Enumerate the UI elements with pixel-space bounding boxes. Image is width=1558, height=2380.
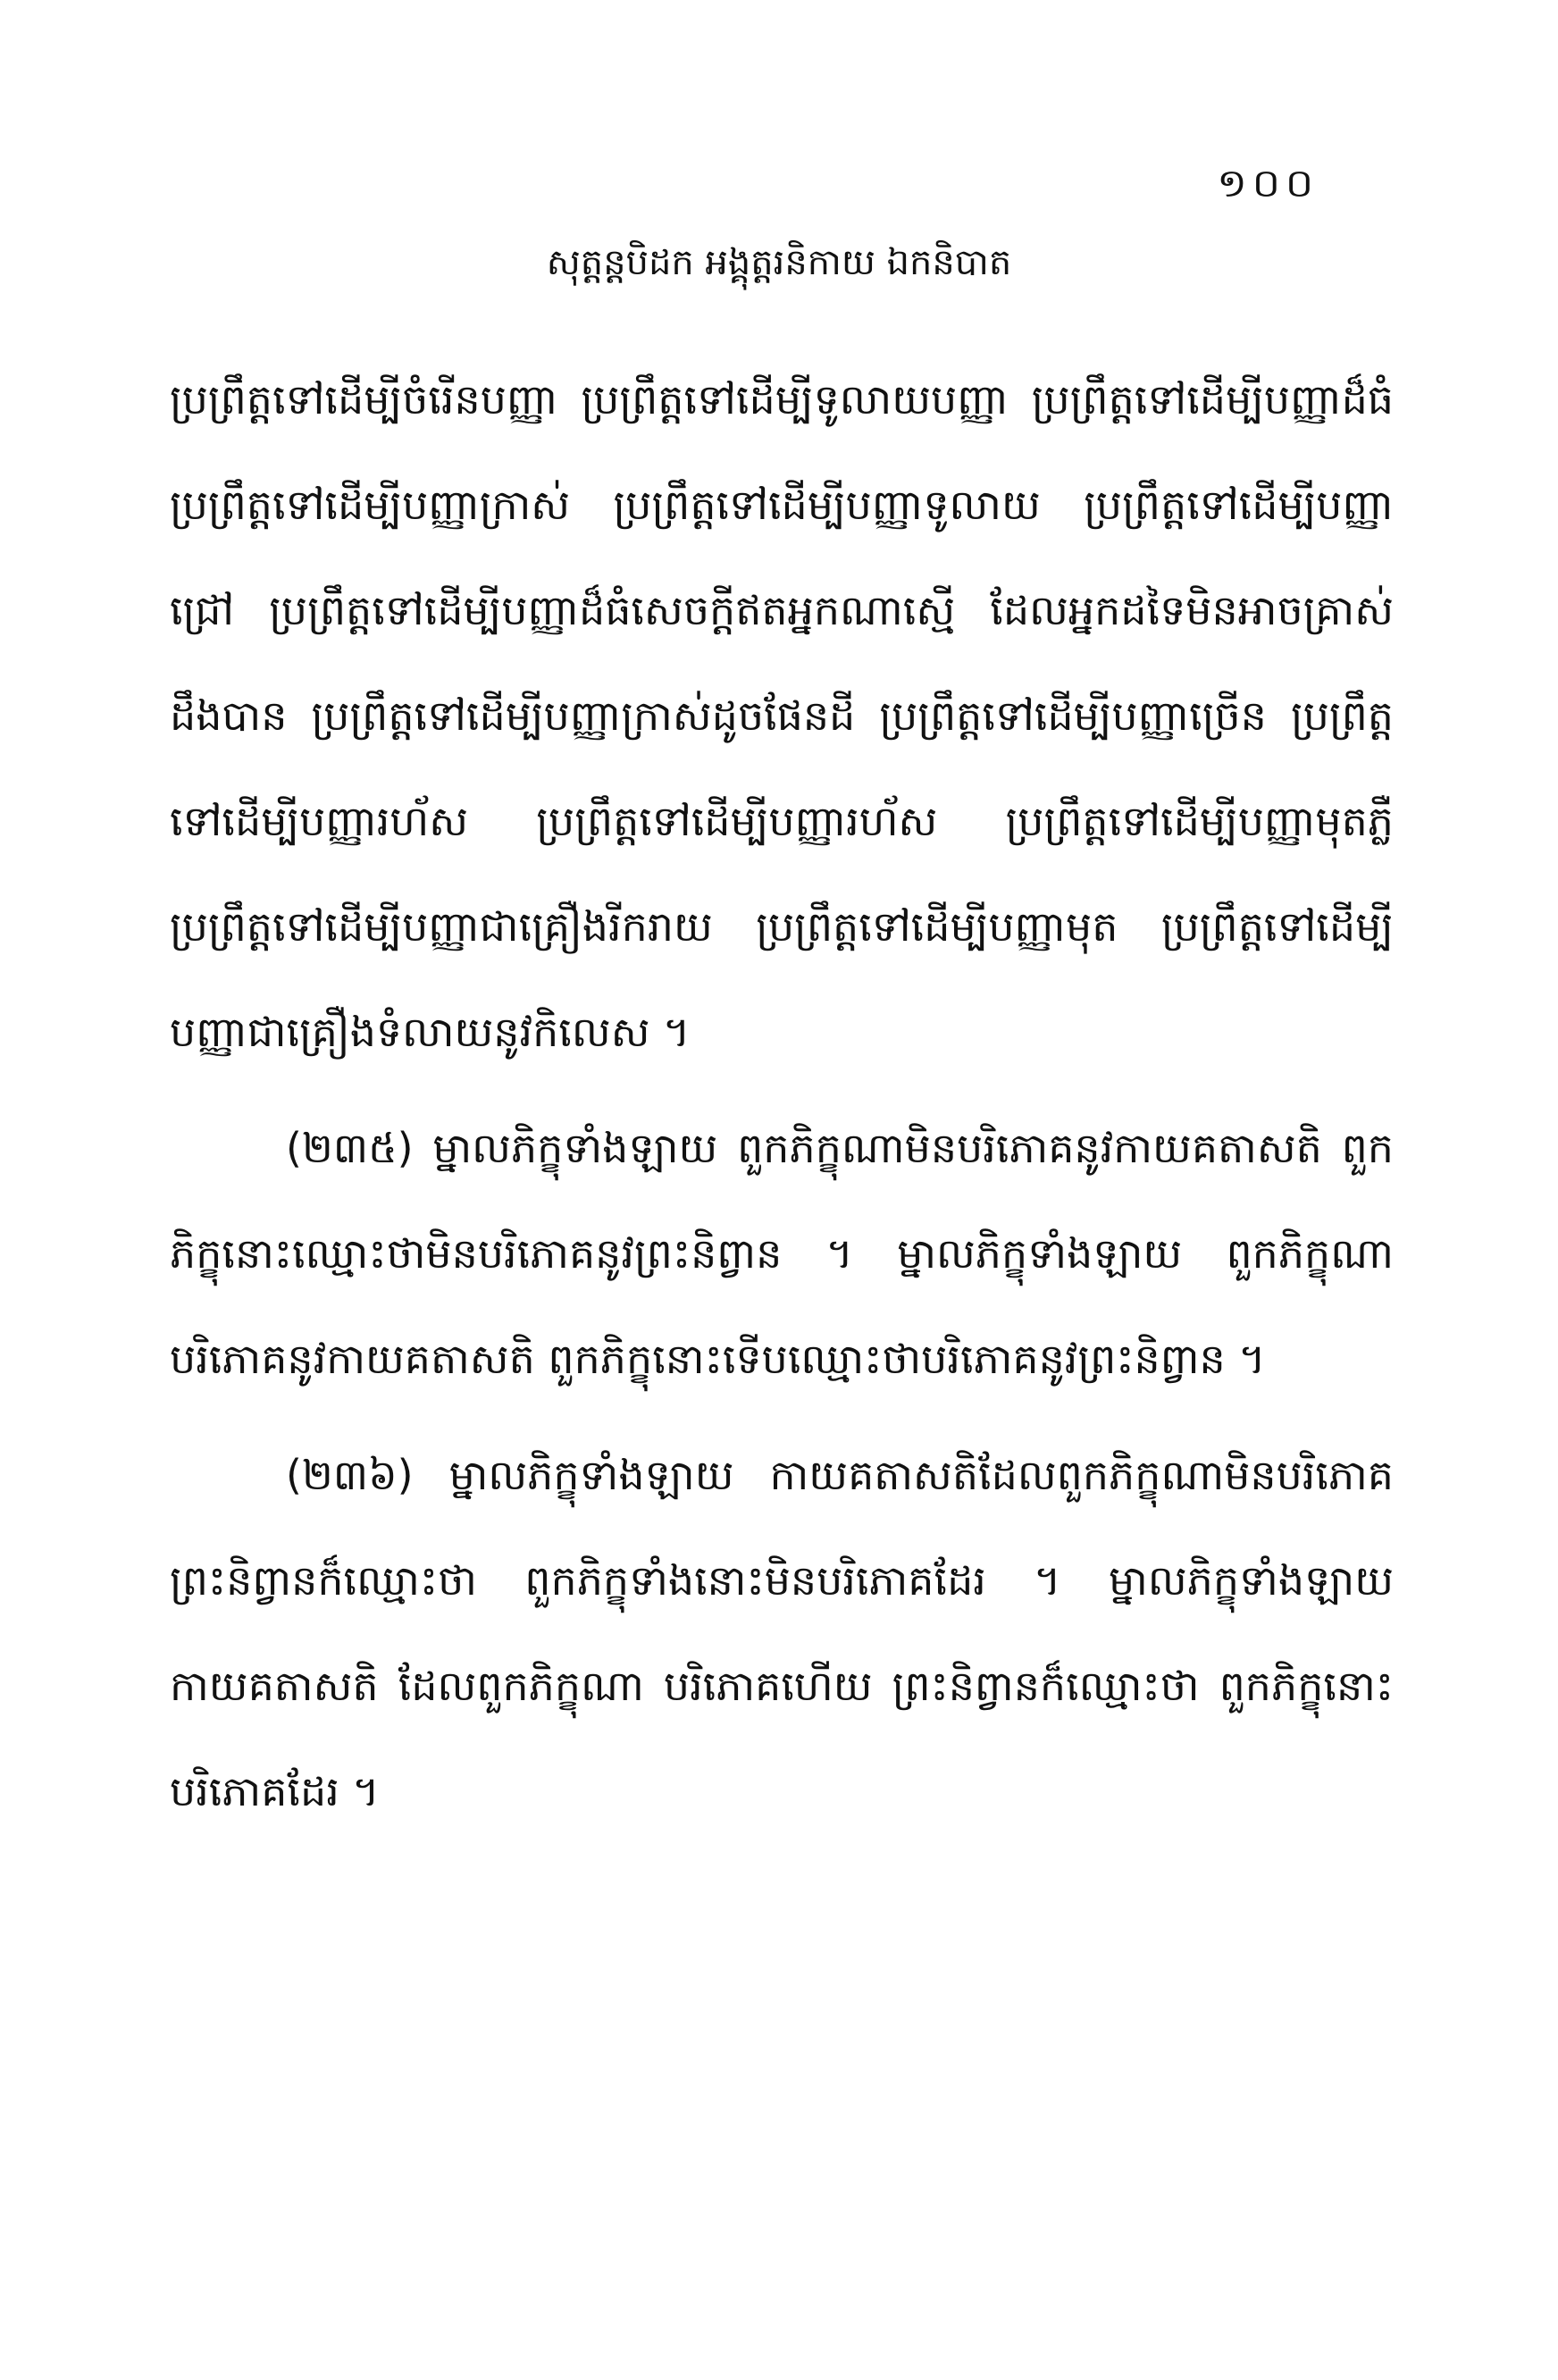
paragraph-235: [170, 1095, 1394, 1412]
paragraph-number: (២៣៥): [286, 1124, 414, 1172]
paragraph-continuation: [170, 347, 1394, 1085]
paragraph-236: [170, 1422, 1394, 1844]
paragraph-text: ម្នាលភិក្ខុទាំងឡាយ ពួកភិក្ខុណាមិនបរិភោគនូវកាយគតាសតិ ពួកភិក្ខុនោះឈ្មោះថាមិនបរិភោគនូវព្រះនិព្វាន ។ ម្នាលភិក្ខុទាំងឡាយ ពួកភិក្ខុណាបរិភោគនូវកាយគតាសតិ ពួកភិក្ខុនោះទើបឈ្មោះថាបរិភោគនូវព្រះនិព្វាន ។: [170, 1124, 1395, 1383]
paragraph-text: ម្នាលភិក្ខុទាំងឡាយ កាយគតាសតិដែលពួកភិក្ខុណាមិនបរិភោគ ព្រះនិព្វានក៏ឈ្មោះថា ពួកភិក្ខុទាំងនោះមិនបរិភោគដែរ ។ ម្នាលភិក្ខុទាំងឡាយ កាយគតាសតិ ដែលពួកភិក្ខុណា បរិភោគហើយ ព្រះនិព្វានក៏ឈ្មោះថា ពួកភិក្ខុនោះបរិភោគដែរ ។: [170, 1451, 1395, 1815]
body-text: [170, 347, 1394, 1844]
paragraph-text: ប្រព្រឹត្តទៅដើម្បីចំរើនបញ្ញា ប្រព្រឹត្តទៅដើម្បីទូលាយបញ្ញា ប្រព្រឹត្តទៅដើម្បីបញ្ញាដ៏ធំ ប្រព្រឹត្តទៅដើម្បីបញ្ញាក្រាស់ ប្រព្រឹត្តទៅដើម្បីបញ្ញាទូលាយ ប្រព្រឹត្តទៅដើម្បីបញ្ញាជ្រៅ ប្រព្រឹត្តទៅដើម្បីបញ្ញាដ៏ធំសេចក្ដីឥតអ្នកណាស្មើ ដែលអ្នកដទៃមិនអាចគ្រាស់ដឹងបាន ប្រព្រឹត្តទៅដើម្បីបញ្ញាក្រាស់ដូចផែនដី ប្រព្រឹត្តទៅដើម្បីបញ្ញាច្រើន ប្រព្រឹត្តទៅដើម្បីបញ្ញារហ័ស ប្រព្រឹត្តទៅដើម្បីបញ្ញារហ័ស ប្រព្រឹត្តទៅដើម្បីបញ្ញាមុតភ្លឺ ប្រព្រឹត្តទៅដើម្បីបញ្ញាជាគ្រឿងរីករាយ ប្រព្រឹត្តទៅដើម្បីបញ្ញាមុត ប្រព្រឹត្តទៅដើម្បីបញ្ញាជាគ្រឿងទំលាយនូវកិលេស ។: [170, 375, 1394, 1056]
page-number: ១០០: [1217, 161, 1319, 206]
paragraph-number: (២៣៦): [286, 1451, 414, 1499]
running-header: សុត្តន្តបិដក អង្គុត្តរនិកាយ ឯកនិបាត: [546, 242, 1012, 283]
